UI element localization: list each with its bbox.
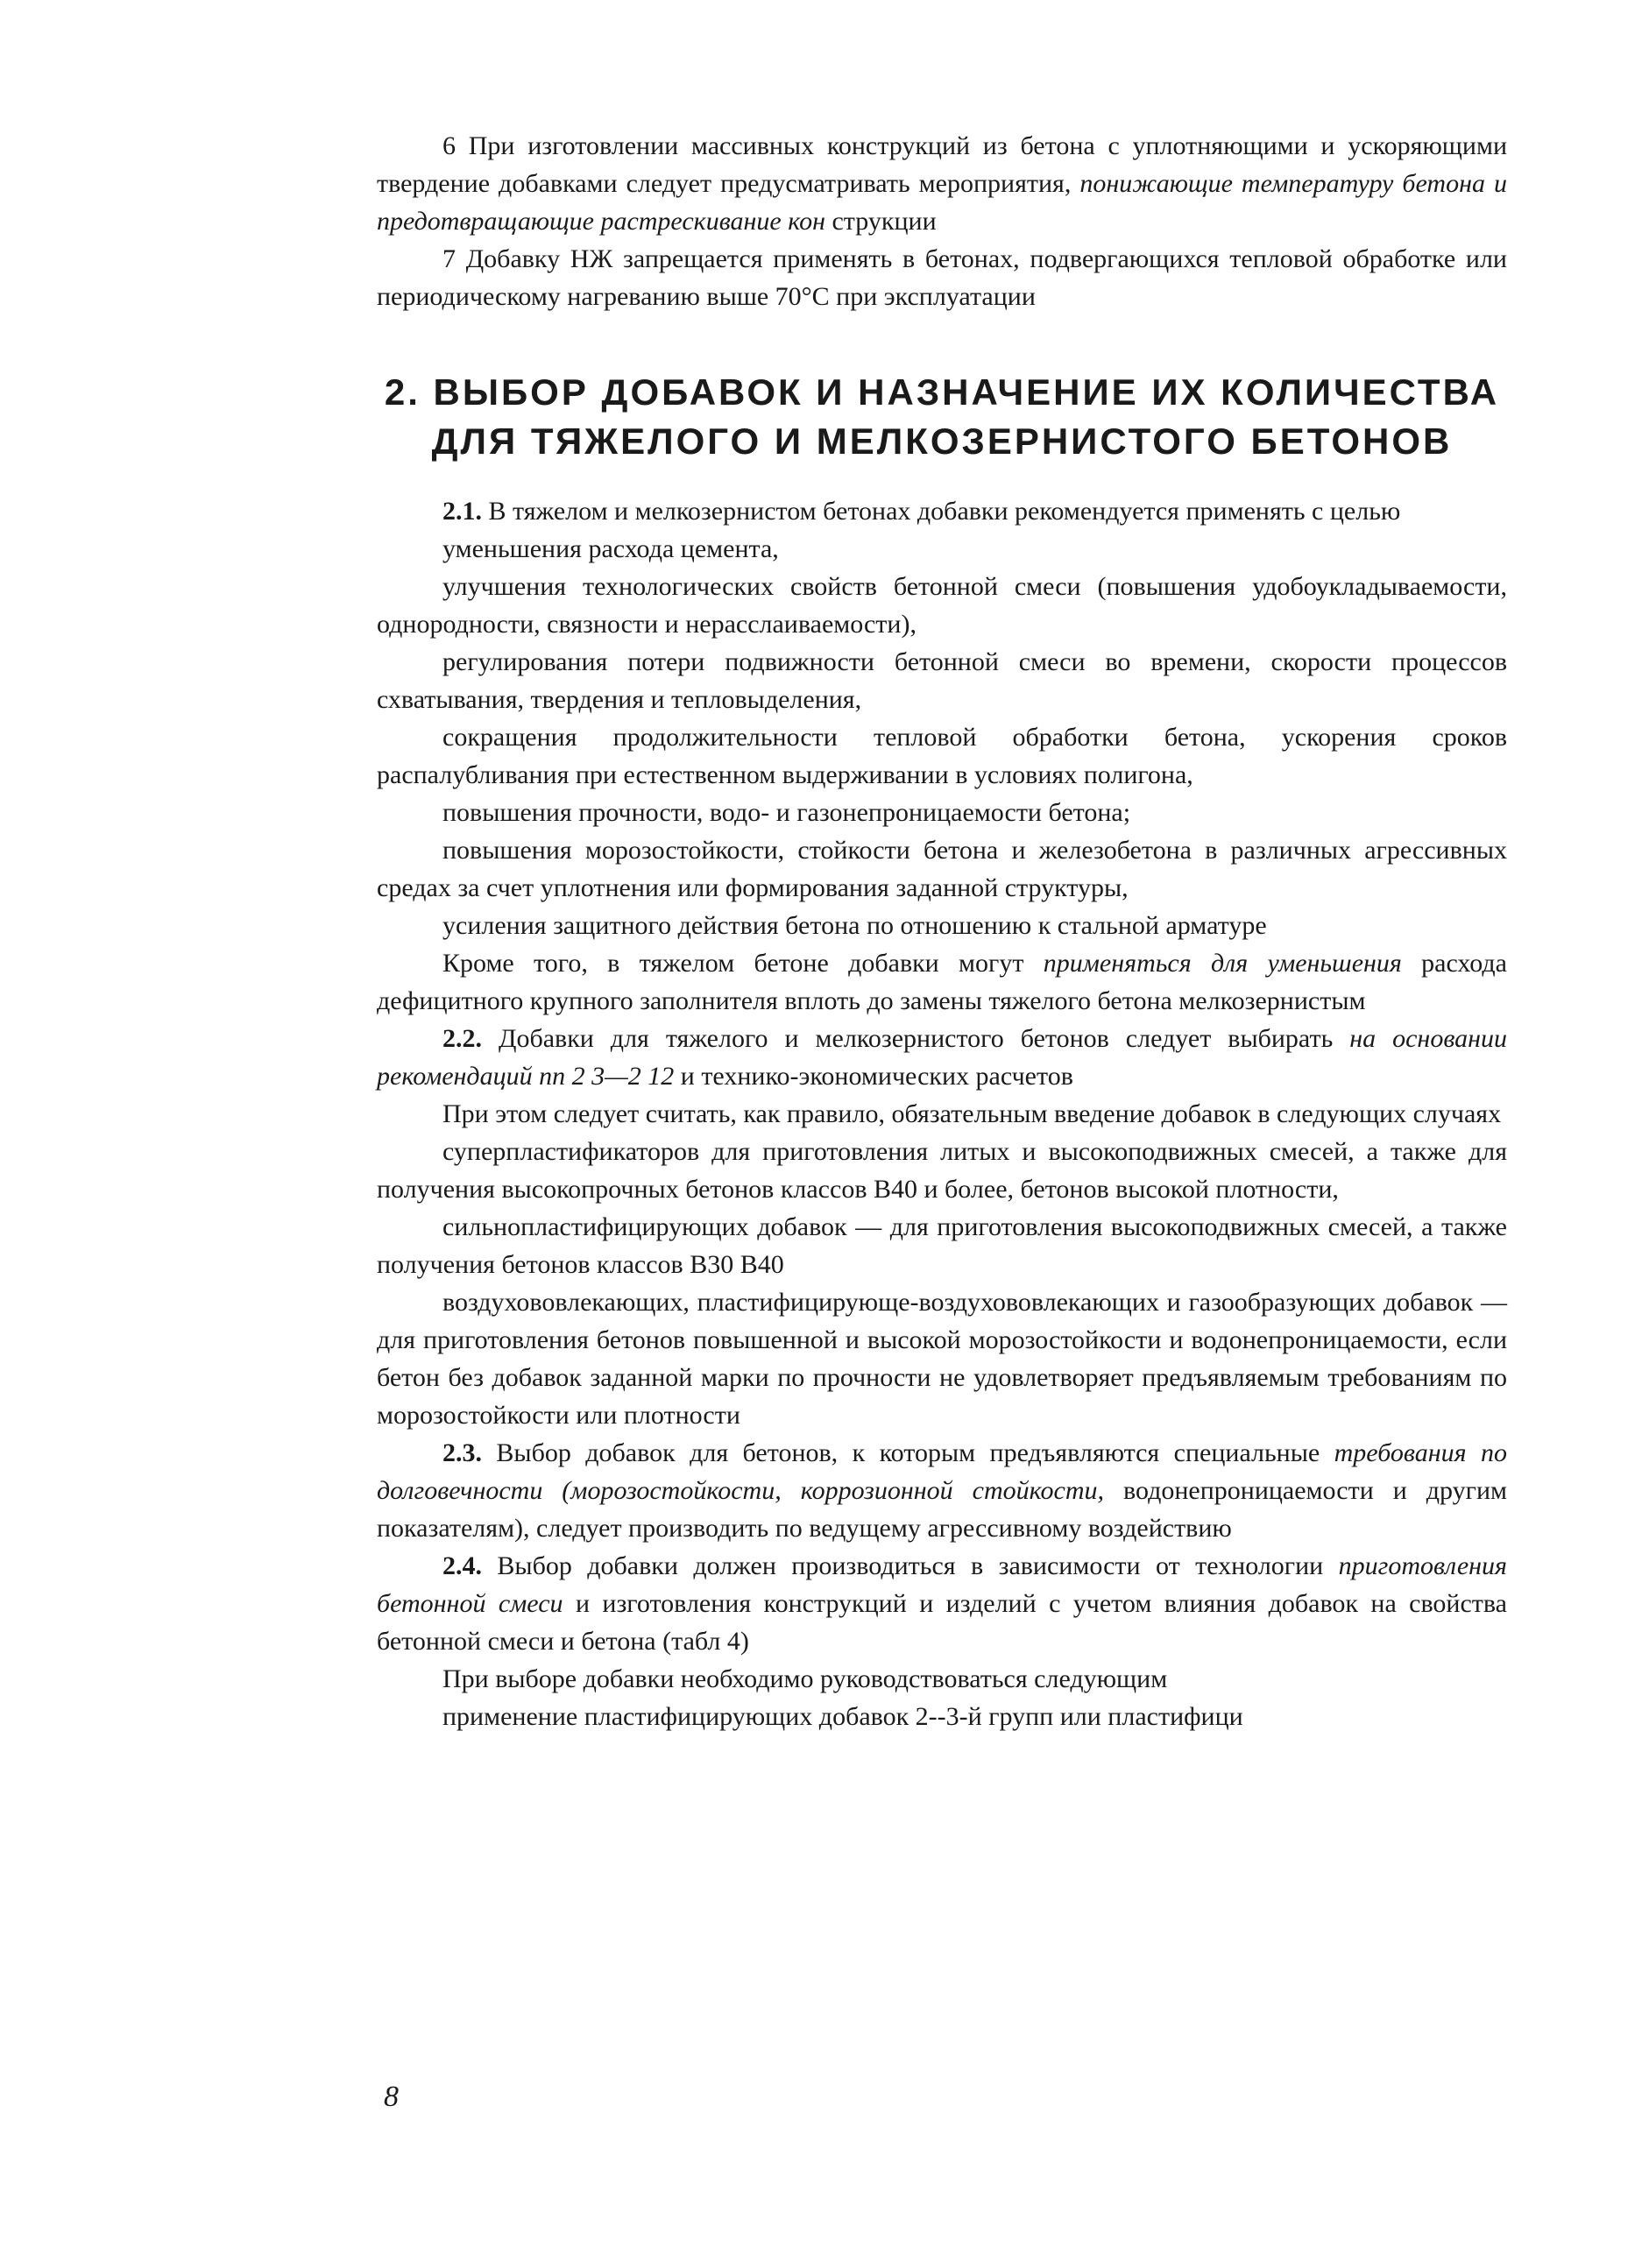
extra-text: Кроме того, в тяжелом бетоне добавки могут <box>442 949 1044 978</box>
clause-2-4 <box>377 1547 1507 1660</box>
document-page <box>377 127 1507 1735</box>
extra-end: расхода дефицитного крупного заполнителя вплоть до замены тяжелого бетона мелкозернистым <box>377 949 1507 1015</box>
clause-text: Выбор добавки должен производиться в зависимости от технологии <box>482 1551 1339 1580</box>
clause-end: и изготовления конструкций и изделий с учетом влияния добавок на свойства бетонной смеси и бетона (табл 4) <box>377 1589 1508 1656</box>
clause-2-4-continued: применение пластифицирующих добавок 2--3-й групп или пластифици <box>442 1702 1243 1731</box>
clause-2-2 <box>377 1020 1507 1095</box>
list-item: воздухововлекающих, пластифицирующе-воздухововлекающих и газообразующих добавок — для приготовления бетонов повышенной и высокой морозостойкости и водонепроницаемости, если бетон без добавок заданной марки по прочности не удовлетворяет предъявляемым требованиям по морозостойкости или плотности <box>377 1288 1507 1430</box>
clause-2-1-extra <box>377 944 1507 1020</box>
paragraph-6 <box>377 127 1507 240</box>
clause-italic: приготовления бетонной смеси <box>377 1551 1507 1618</box>
section-heading-line-2: ДЛЯ ТЯЖЕЛОГО И МЕЛКОЗЕРНИСТОГО БЕТОНОВ <box>431 420 1453 462</box>
list-item: сильнопластифицирующих добавок — для приготовления высокоподвижных смесей, а также получения бетонов классов В30 В40 <box>377 1212 1507 1279</box>
clause-end: водонепроницаемости и другим показателям), следует производить по ведущему агрессивному воздействию <box>377 1476 1507 1543</box>
list-item: усиления защитного действия бетона по отношению к стальной арматуре <box>442 911 1267 940</box>
clause-2-3 <box>377 1434 1507 1547</box>
paragraph-6-italic: понижающие температуру бетона и предотвращающие растрескивание кон <box>377 169 1508 236</box>
clause-2-1 <box>377 492 1507 530</box>
page-number: 8 <box>384 2081 399 2113</box>
clause-italic: требования по долговечности (морозостойкости, коррозионной стойкости, <box>377 1438 1507 1505</box>
clause-italic: на основании рекомендаций пп 2 3—2 12 <box>377 1024 1508 1091</box>
section-heading <box>377 368 1507 466</box>
extra-italic: применяться для уменьшения <box>1043 949 1402 978</box>
clause-number: 2.3. <box>442 1438 482 1467</box>
clause-2-2-cases: При этом следует считать, как правило, обязательным введение добавок в следующих случаях <box>442 1099 1502 1128</box>
list-item: уменьшения расхода цемента, <box>442 534 779 563</box>
section-heading-line-1: 2. ВЫБОР ДОБАВОК И НАЗНАЧЕНИЕ ИХ КОЛИЧЕСТВА <box>384 371 1500 413</box>
clause-number: 2.1. <box>442 497 482 526</box>
clause-number: 2.4. <box>442 1551 482 1580</box>
list-item: повышения морозостойкости, стойкости бетона и железобетона в различных агрессивных средах за счет уплотнения или формирования заданной структуры, <box>377 836 1507 902</box>
clause-end: и технико-экономических расчетов <box>674 1062 1073 1091</box>
clause-text: Выбор добавок для бетонов, к которым предъявляются специальные <box>482 1438 1334 1467</box>
paragraph-6-text: 6 При изготовлении массивных конструкций из бетона с уплотняющими и ускоряющими твердение добавками следует предусматривать мероприятия, <box>377 131 1507 198</box>
list-item: суперпластификаторов для приготовления литых и высокоподвижных смесей, а также для получения высокопрочных бетонов классов В40 и более, бетонов высокой плотности, <box>377 1137 1507 1204</box>
clause-text: Добавки для тяжелого и мелкозернистого бетонов следует выбирать <box>482 1024 1350 1053</box>
list-item: сокращения продолжительности тепловой обработки бетона, ускорения сроков распалубливания при естественном выдерживании в условиях полигона, <box>377 723 1507 789</box>
list-item: повышения прочности, водо- и газонепроницаемости бетона; <box>442 798 1131 827</box>
list-item: регулирования потери подвижности бетонной смеси во времени, скорости процессов схватывания, твердения и тепловыделения, <box>377 647 1507 714</box>
list-item: улучшения технологических свойств бетонной смеси (повышения удобоукладываемости, однородности, связности и нерасслаиваемости), <box>377 572 1507 639</box>
paragraph-6-end: струкции <box>824 207 937 236</box>
clause-2-4-guidance: При выборе добавки необходимо руководствоваться следующим <box>442 1664 1168 1693</box>
clause-text: В тяжелом и мелкозернистом бетонах добавки рекомендуется применять с целью <box>482 497 1401 526</box>
clause-number: 2.2. <box>442 1024 482 1053</box>
paragraph-7: 7 Добавку НЖ запрещается применять в бетонах, подвергающихся тепловой обработке или периодическому нагреванию выше 70°С при эксплуатации <box>377 244 1507 311</box>
